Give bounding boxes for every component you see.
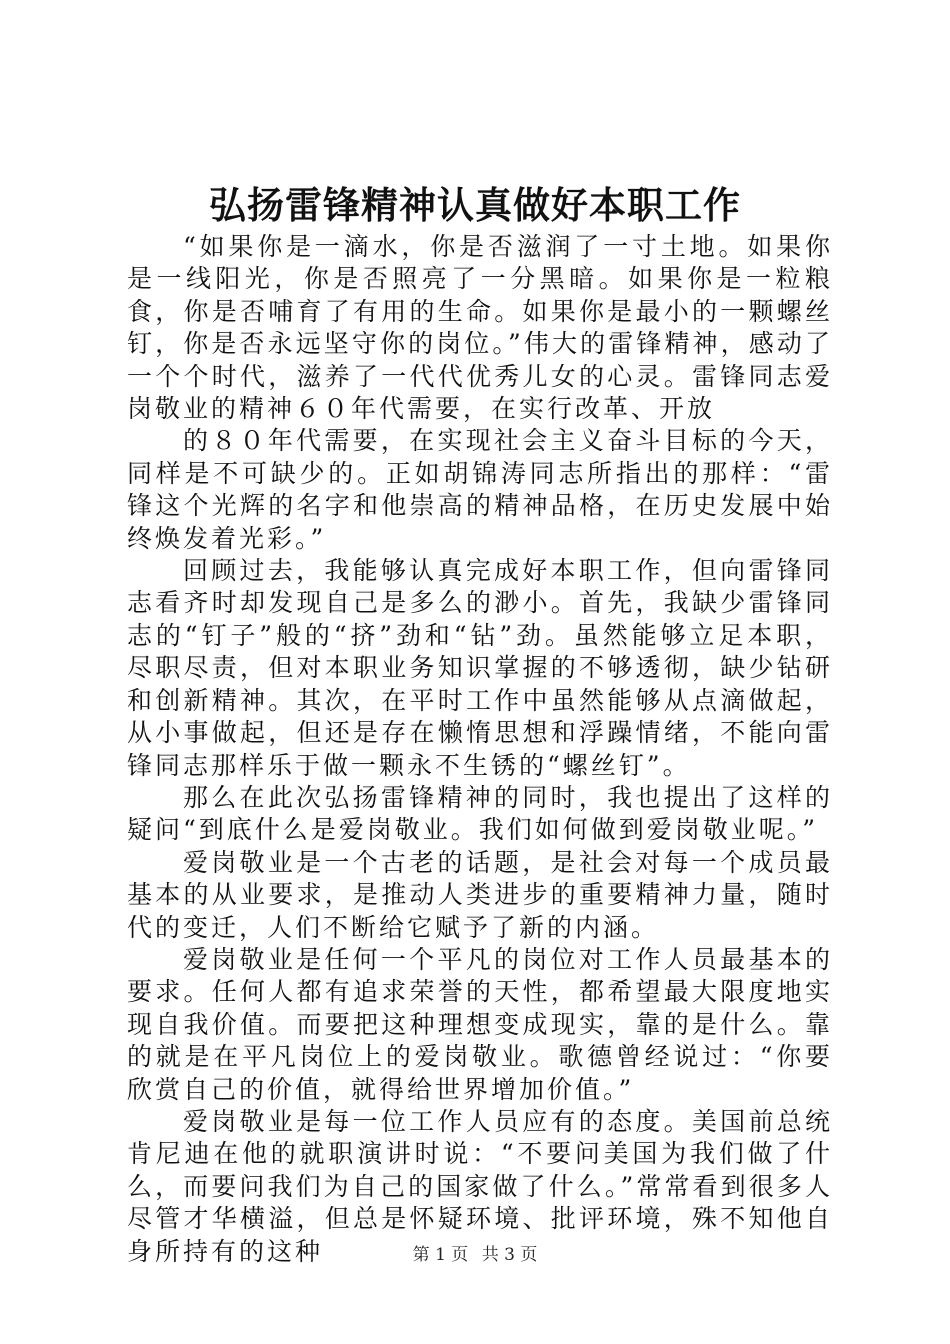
- page-total: 共 3 页: [481, 1245, 538, 1265]
- body-paragraph: 的８０年代需要，在实现社会主义奋斗目标的今天，同样是不可缺少的。正如胡锦涛同志所指出的那样：“雷锋这个光辉的名字和他崇高的精神品格，在历史发展中始终焕发着光彩。”: [127, 426, 833, 553]
- body-paragraph: 那么在此次弘扬雷锋精神的同时，我也提出了这样的疑问“到底什么是爱岗敬业。我们如何做到爱岗敬业呢。”: [127, 782, 833, 845]
- body-paragraph: 爱岗敬业是每一位工作人员应有的态度。美国前总统肯尼迪在他的就职演讲时说：“不要问美国为我们做了什么，而要问我们为自己的国家做了什么。”常常看到很多人尽管才华横溢，但总是怀疑环境、批评环境，殊不知他自身所持有的这种: [127, 1106, 833, 1266]
- document-title: 弘扬雷锋精神认真做好本职工作: [209, 183, 741, 227]
- body-paragraph: “如果你是一滴水，你是否滋润了一寸土地。如果你是一线阳光，你是否照亮了一分黑暗。如果你是一粒粮食，你是否哺育了有用的生命。如果你是最小的一颗螺丝钉，你是否永远坚守你的岗位。”伟大的雷锋精神，感动了一个个时代，滋养了一代代优秀儿女的心灵。雷锋同志爱岗敬业的精神６０年代需要，在实行改革、开放: [127, 232, 833, 424]
- page-footer: [0, 1244, 950, 1266]
- body-paragraph: 回顾过去，我能够认真完成好本职工作，但向雷锋同志看齐时却发现自己是多么的渺小。首先，我缺少雷锋同志的“钉子”般的“挤”劲和“钻”劲。虽然能够立足本职，尽职尽责，但对本职业务知识掌握的不够透彻，缺少钻研和创新精神。其次，在平时工作中虽然能够从点滴做起，从小事做起，但还是存在懒惰思想和浮躁情绪，不能向雷锋同志那样乐于做一颗永不生锈的“螺丝钉”。: [127, 556, 833, 780]
- body-paragraph: 爱岗敬业是任何一个平凡的岗位对工作人员最基本的要求。任何人都有追求荣誉的天性，都希望最大限度地实现自我价值。而要把这种理想变成现实，靠的是什么。靠的就是在平凡岗位上的爱岗敬业。歌德曾经说过：“你要欣赏自己的价值，就得给世界增加价值。”: [127, 944, 833, 1104]
- page-number: 第 1 页: [412, 1245, 469, 1265]
- document-body: [127, 231, 833, 1268]
- body-paragraph: 爱岗敬业是一个古老的话题，是社会对每一个成员最基本的从业要求，是推动人类进步的重要精神力量，随时代的变迁，人们不断给它赋予了新的内涵。: [127, 847, 833, 942]
